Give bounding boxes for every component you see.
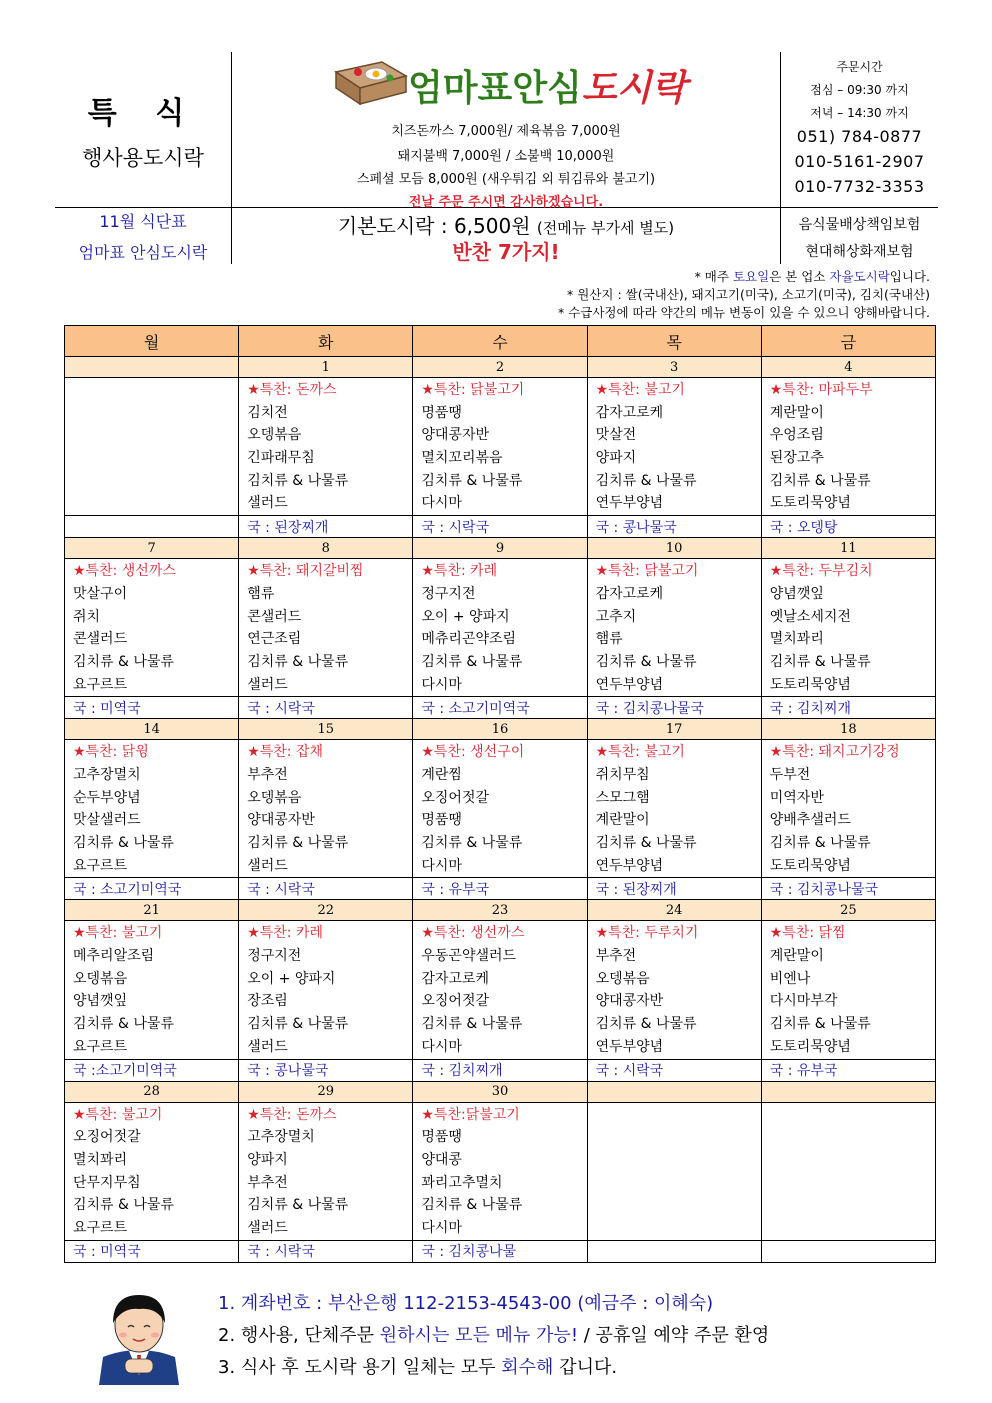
- special-dish: [73, 379, 238, 402]
- menu-item: 된장고추: [769, 450, 824, 467]
- date-cell: 25: [761, 900, 935, 921]
- menu-item: 연두부양념: [595, 676, 664, 693]
- menu-item: 샐러드: [247, 676, 288, 693]
- date-cell: 18: [761, 719, 935, 740]
- menu-item: 양배추샐러드: [769, 812, 851, 829]
- soup-cell: 국 : 된장찌개: [239, 516, 413, 538]
- date-cell: 1: [239, 357, 413, 378]
- menu-item: 우동곤약샐러드: [421, 948, 517, 965]
- menu-item: 오이 + 양파지: [421, 608, 510, 625]
- menu-item: 정구지전: [421, 585, 476, 602]
- soup-cell: 국 : 오뎅탕: [761, 516, 935, 538]
- special-dish: ★특찬: 생선까스: [73, 563, 176, 580]
- menu-item: 쥐치: [73, 608, 101, 625]
- soup-cell: 국 : 김치콩나물국: [761, 878, 935, 900]
- dinner-deadline: 저녁 – 14:30 까지: [810, 106, 909, 120]
- date-cell: 24: [587, 900, 761, 921]
- menu-item: 양대콩자반: [595, 993, 664, 1010]
- date-cell: 21: [65, 900, 239, 921]
- date-cell: 2: [413, 357, 587, 378]
- soup-cell: 국 : 김치콩나물: [413, 1240, 587, 1262]
- soup-cell: 국 : 시락국: [239, 1240, 413, 1262]
- menu-item: 김치류 & 나물류: [421, 653, 523, 670]
- menu-item: 스모그햄: [595, 789, 650, 806]
- menu-item: 김치류 & 나물류: [421, 1016, 523, 1033]
- menu-cell: [239, 740, 413, 878]
- date-row: [65, 357, 936, 378]
- menu-item: 오뎅볶음: [73, 970, 128, 987]
- menu-row: [65, 559, 936, 697]
- menu-item: 계란말이: [769, 404, 824, 421]
- date-cell: [587, 1081, 761, 1102]
- menu-item: 맛살전: [595, 427, 637, 444]
- date-cell: 7: [65, 538, 239, 559]
- logo-text: 엄마표안심도시락: [408, 68, 687, 109]
- menu-item: 멸치꽈리: [73, 1151, 128, 1168]
- menu-cell: [65, 1102, 239, 1240]
- date-cell: 4: [761, 357, 935, 378]
- menu-item: 도토리묵양념: [769, 857, 851, 874]
- menu-item: [770, 1172, 935, 1195]
- menu-item: 오뎅볶음: [595, 970, 650, 987]
- menu-item: 감자고로케: [595, 585, 664, 602]
- date-row: [65, 719, 936, 740]
- insurance-2: 현대해상화재보험: [805, 244, 914, 260]
- menu-calendar: [64, 325, 936, 1263]
- soup-cell: 국 : 미역국: [65, 697, 239, 719]
- special-dish: ★특찬: 돈까스: [247, 1106, 337, 1123]
- menu-item: 콘샐러드: [73, 631, 128, 648]
- menu-item: 고추장멸치: [247, 1129, 315, 1146]
- menu-item: [73, 402, 238, 425]
- menu-item: 감자고로케: [595, 404, 664, 421]
- menu-item: 오이 + 양파지: [247, 970, 336, 987]
- menu-item: 양대콩자반: [247, 812, 315, 829]
- menu-item: 양대콩: [421, 1151, 462, 1168]
- month-title: 11월 식단표: [99, 212, 187, 231]
- menu-item: 김치류 & 나물류: [247, 1016, 349, 1033]
- menu-cell: [761, 740, 935, 878]
- special-subtitle: 행사용도시락: [82, 146, 204, 170]
- menu-cell: [413, 559, 587, 697]
- soup-cell: [587, 1240, 761, 1262]
- menu-item: 다시마: [421, 676, 462, 693]
- date-row: [65, 1081, 936, 1102]
- menu-item: 메츄리곤약조림: [421, 631, 517, 648]
- special-dish: ★특찬: 닭찜: [769, 925, 846, 942]
- menu-item: 샐러드: [247, 1219, 288, 1236]
- menu-item: 오뎅볶음: [247, 789, 302, 806]
- menu-item: 맛살구이: [73, 585, 128, 602]
- date-cell: [761, 1081, 935, 1102]
- soup-row: [65, 1240, 936, 1262]
- menu-item: 단무지무침: [73, 1174, 141, 1191]
- menu-cell: [413, 378, 587, 516]
- menu-row: [65, 378, 936, 516]
- menu-item: 연두부양념: [595, 857, 664, 874]
- special-dish: ★특찬: 닭불고기: [595, 563, 699, 580]
- menu-item: 김치류 & 나물류: [247, 1197, 349, 1214]
- menu-item: 도토리묵양념: [769, 495, 851, 512]
- menu-item: 김치류 & 나물류: [769, 472, 871, 489]
- soup-cell: [65, 516, 239, 538]
- special-dish: ★특찬: 두부김치: [769, 563, 873, 580]
- menu-item: 연두부양념: [595, 1038, 664, 1055]
- order-notice: 전날 주문 주시면 감사하겠습니다.: [408, 195, 604, 210]
- menu-item: 고추장멸치: [73, 766, 141, 783]
- special-dish: ★특찬: 마파두부: [769, 382, 873, 398]
- menu-item: [73, 470, 238, 493]
- date-cell: 17: [587, 719, 761, 740]
- phone-2: 010-5161-2907: [794, 152, 925, 171]
- menu-item: 햄류: [247, 585, 275, 602]
- menu-item: 김치류 & 나물류: [595, 835, 697, 851]
- lunch-deadline: 점심 – 09:30 까지: [810, 83, 909, 97]
- soup-cell: 국 : 유부국: [413, 878, 587, 900]
- date-cell: 15: [239, 719, 413, 740]
- order-info: [781, 58, 938, 202]
- menu-item: 김치류 & 나물류: [769, 653, 871, 670]
- date-row: [65, 538, 936, 559]
- special-dish: ★특찬: 돼지갈비찜: [247, 563, 364, 580]
- menu-item: 꽈리고추멸치: [421, 1174, 503, 1191]
- menu-item: 쥐치무침: [595, 766, 650, 783]
- base-price: 기본도시락 : 6,500원 (전메뉴 부가세 별도): [337, 214, 675, 238]
- menu-item: 김치류 & 나물류: [247, 653, 349, 670]
- menu-item: 김치류 & 나물류: [421, 835, 523, 851]
- day-header: 수: [413, 326, 587, 357]
- menu-cell: [413, 1102, 587, 1240]
- phone-3: 010-7732-3353: [794, 177, 925, 196]
- date-cell: [65, 357, 239, 378]
- soup-cell: 국 :소고기미역국: [65, 1059, 239, 1081]
- menu-item: [596, 1217, 761, 1240]
- menu-cell: [413, 740, 587, 878]
- soup-cell: 국 : 소고기미역국: [65, 878, 239, 900]
- special-title: 특 식: [87, 96, 199, 131]
- menu-item: 연근조림: [247, 631, 302, 648]
- menu-cell: [761, 559, 935, 697]
- menu-item: [596, 1149, 761, 1172]
- menu-item: 연두부양념: [595, 495, 664, 512]
- menu-item: 요구르트: [73, 1219, 128, 1236]
- soup-cell: 국 : 미역국: [65, 1240, 239, 1262]
- order-time-title: 주문시간: [836, 60, 883, 74]
- menu-item: 계란말이: [595, 812, 650, 829]
- menu-item: 명품땡: [421, 1129, 462, 1146]
- price-line-2: 돼지불백 7,000원 / 소불백 10,000원: [397, 149, 615, 164]
- weekday-header: [65, 326, 936, 357]
- date-cell: 14: [65, 719, 239, 740]
- menu-item: 김치류 & 나물류: [769, 1016, 871, 1033]
- soup-cell: [761, 1240, 935, 1262]
- special-dish: ★특찬: 돼지고기강정: [769, 744, 900, 761]
- brand-line: 엄마표 안심도시락: [78, 243, 208, 262]
- menu-item: 김치류 & 나물류: [73, 653, 174, 670]
- menu-item: [596, 1172, 761, 1195]
- footer-line-return: 3. 식사 후 도시락 용기 일체는 모두 회수해 갑니다.: [218, 1357, 618, 1378]
- menu-row: [65, 921, 936, 1059]
- menu-item: 오징어젓갈: [421, 789, 489, 806]
- menu-item: 긴파래무침: [247, 450, 315, 467]
- day-header: 화: [239, 326, 413, 357]
- date-cell: 29: [239, 1081, 413, 1102]
- date-row: [65, 900, 936, 921]
- menu-cell: [587, 378, 761, 516]
- menu-item: 김치류 & 나물류: [421, 472, 523, 489]
- menu-item: 고추지: [595, 608, 637, 625]
- soup-cell: 국 : 시락국: [587, 1059, 761, 1081]
- soup-cell: 국 : 시락국: [239, 878, 413, 900]
- menu-item: 햄류: [595, 631, 623, 648]
- greeting-person-icon: [95, 1285, 183, 1385]
- menu-cell: [587, 559, 761, 697]
- menu-item: 다시마부각: [769, 993, 838, 1010]
- day-header: 목: [587, 326, 761, 357]
- menu-item: 요구르트: [73, 857, 128, 874]
- menu-item: 샐러드: [247, 857, 288, 874]
- menu-item: 장조림: [247, 993, 288, 1010]
- soup-cell: 국 : 유부국: [761, 1059, 935, 1081]
- soup-cell: 국 : 소고기미역국: [413, 697, 587, 719]
- menu-cell: [761, 1102, 935, 1240]
- menu-item: 김치류 & 나물류: [73, 1197, 174, 1214]
- menu-item: 양념깻잎: [73, 993, 128, 1010]
- menu-item: 샐러드: [247, 495, 288, 512]
- date-cell: 3: [587, 357, 761, 378]
- menu-item: 부추전: [595, 948, 637, 965]
- side-dish-count: 반찬 7가지!: [452, 240, 560, 264]
- lunchbox-icon: [332, 58, 410, 108]
- menu-item: 도토리묵양념: [769, 676, 851, 693]
- menu-cell: [239, 559, 413, 697]
- menu-item: 김치류 & 나물류: [595, 653, 697, 670]
- menu-cell: [65, 921, 239, 1059]
- menu-item: 김치류 & 나물류: [595, 1016, 697, 1033]
- menu-item: 요구르트: [73, 1038, 128, 1055]
- menu-row: [65, 1102, 936, 1240]
- soup-cell: 국 : 김치콩나물국: [587, 697, 761, 719]
- menu-item: [73, 424, 238, 447]
- menu-item: 김치류 & 나물류: [73, 835, 174, 851]
- soup-cell: 국 : 콩나물국: [239, 1059, 413, 1081]
- menu-row: [65, 740, 936, 878]
- special-dish: ★특찬: 돈까스: [247, 382, 337, 398]
- special-dish: ★특찬: 닭불고기: [421, 382, 525, 398]
- menu-item: [770, 1126, 935, 1149]
- date-cell: 28: [65, 1081, 239, 1102]
- soup-cell: 국 : 김치찌개: [413, 1059, 587, 1081]
- menu-cell: [761, 921, 935, 1059]
- menu-item: 다시마: [421, 1219, 462, 1236]
- date-cell: 11: [761, 538, 935, 559]
- menu-item: 명품땡: [421, 812, 462, 829]
- price-line-1: 치즈돈까스 7,000원/ 제육볶음 7,000원: [391, 124, 621, 139]
- menu-item: 감자고로케: [421, 970, 489, 987]
- special-dish: ★특찬: 불고기: [73, 1106, 163, 1123]
- menu-cell: [239, 1102, 413, 1240]
- menu-item: 김치류 & 나물류: [421, 1197, 523, 1214]
- menu-item: 계란말이: [769, 948, 824, 965]
- menu-cell: [65, 378, 239, 516]
- menu-item: 김치류 & 나물류: [595, 472, 697, 489]
- date-cell: 8: [239, 538, 413, 559]
- special-dish: ★특찬: 생선까스: [421, 925, 525, 942]
- menu-item: 콘샐러드: [247, 608, 302, 625]
- soup-row: [65, 878, 936, 900]
- special-dish: ★특찬: 두루치기: [595, 925, 699, 942]
- soup-cell: 국 : 시락국: [239, 697, 413, 719]
- special-dish: ★특찬: 닭윙: [73, 744, 149, 761]
- menu-item: 정구지전: [247, 948, 302, 965]
- menu-item: 오뎅볶음: [247, 427, 302, 444]
- menu-item: 비엔나: [769, 970, 811, 987]
- menu-cell: [65, 740, 239, 878]
- menu-item: 요구르트: [73, 676, 128, 693]
- price-line-3: 스페셜 모듬 8,000원 (새우튀김 외 튀김류와 불고기): [356, 172, 656, 187]
- day-header: 금: [761, 326, 935, 357]
- phone-1: 051) 784-0877: [796, 127, 923, 146]
- insurance-1: 음식물배상책임보험: [798, 217, 921, 233]
- note-saturday: * 매주 토요일은 본 업소 자율도시락입니다.: [694, 269, 930, 284]
- menu-item: 옛날소세지전: [769, 608, 851, 625]
- menu-item: [770, 1217, 935, 1240]
- soup-cell: 국 : 된장찌개: [587, 878, 761, 900]
- menu-item: 멸치꼬리볶음: [421, 450, 503, 467]
- brand-logo: [332, 56, 687, 109]
- special-dish: ★특찬: 카레: [421, 563, 498, 580]
- menu-item: [770, 1194, 935, 1217]
- menu-item: 김치류 & 나물류: [73, 1016, 174, 1033]
- menu-item: [770, 1149, 935, 1172]
- menu-cell: [587, 921, 761, 1059]
- special-dish: ★특찬: 불고기: [595, 744, 685, 761]
- menu-item: 우엉조림: [769, 427, 824, 444]
- date-cell: 9: [413, 538, 587, 559]
- note-origin: * 원산지 : 쌀(국내산), 돼지고기(미국), 소고기(미국), 김치(국내산): [567, 287, 930, 302]
- menu-item: 다시마: [421, 1038, 462, 1055]
- menu-item: 맛살샐러드: [73, 812, 141, 829]
- special-dish: ★특찬: 불고기: [73, 925, 163, 942]
- special-dish: ★특찬: 생선구이: [421, 744, 525, 761]
- menu-item: 양념깻잎: [769, 585, 824, 602]
- soup-row: [65, 516, 936, 538]
- menu-item: [73, 447, 238, 470]
- date-cell: 16: [413, 719, 587, 740]
- menu-item: 계란찜: [421, 766, 462, 783]
- date-cell: 23: [413, 900, 587, 921]
- menu-item: 다시마: [421, 495, 462, 512]
- soup-row: [65, 1059, 936, 1081]
- special-dish: ★특찬:닭불고기: [421, 1106, 520, 1123]
- menu-cell: [239, 378, 413, 516]
- menu-item: 오징어젓갈: [73, 1129, 141, 1146]
- menu-item: 명품땡: [421, 404, 462, 421]
- menu-item: 메추리알조림: [73, 948, 155, 965]
- menu-cell: [65, 559, 239, 697]
- menu-item: 순두부양념: [73, 789, 141, 806]
- menu-item: 김치류 & 나물류: [247, 472, 349, 489]
- menu-item: 부추전: [247, 1174, 288, 1191]
- footer-line-account: 1. 계좌번호 : 부산은행 112-2153-4543-00 (예금주 : 이혜숙): [218, 1293, 714, 1314]
- date-cell: 10: [587, 538, 761, 559]
- menu-item: 멸치꽈리: [769, 631, 824, 648]
- menu-item: 부추전: [247, 766, 288, 783]
- soup-cell: 국 : 시락국: [413, 516, 587, 538]
- special-dish: ★특찬: 불고기: [595, 382, 685, 398]
- footer-line-order: 2. 행사용, 단체주문 원하시는 모든 메뉴 가능! / 공휴일 예약 주문 환영: [218, 1325, 770, 1346]
- menu-cell: [587, 740, 761, 878]
- menu-cell: [239, 921, 413, 1059]
- menu-item: 두부전: [769, 766, 811, 783]
- soup-cell: 국 : 김치찌개: [761, 697, 935, 719]
- menu-cell: [761, 378, 935, 516]
- menu-item: 양파지: [595, 450, 637, 467]
- menu-item: 양파지: [247, 1151, 288, 1168]
- soup-row: [65, 697, 936, 719]
- menu-item: 샐러드: [247, 1038, 288, 1055]
- date-cell: 22: [239, 900, 413, 921]
- menu-cell: [587, 1102, 761, 1240]
- day-header: 월: [65, 326, 239, 357]
- date-cell: 30: [413, 1081, 587, 1102]
- menu-item: 김치류 & 나물류: [769, 835, 871, 851]
- menu-item: 양대콩자반: [421, 427, 489, 444]
- menu-cell: [413, 921, 587, 1059]
- menu-item: 김치류 & 나물류: [247, 835, 349, 851]
- footer: [95, 1285, 945, 1385]
- menu-item: 오징어젓갈: [421, 993, 489, 1010]
- soup-cell: 국 : 콩나물국: [587, 516, 761, 538]
- special-dish: [596, 1104, 761, 1127]
- menu-item: 다시마: [421, 857, 462, 874]
- special-dish: ★특찬: 카레: [247, 925, 324, 942]
- special-dish: [770, 1104, 935, 1127]
- menu-item: 김치전: [247, 404, 288, 421]
- menu-item: 도토리묵양념: [769, 1038, 851, 1055]
- menu-item: [73, 492, 238, 515]
- menu-item: [596, 1194, 761, 1217]
- menu-item: 미역자반: [769, 789, 824, 806]
- special-dish: ★특찬: 잡채: [247, 744, 324, 761]
- menu-item: [596, 1126, 761, 1149]
- note-change: * 수급사정에 따라 약간의 메뉴 변동이 있을 수 있으니 양해바랍니다.: [557, 305, 930, 320]
